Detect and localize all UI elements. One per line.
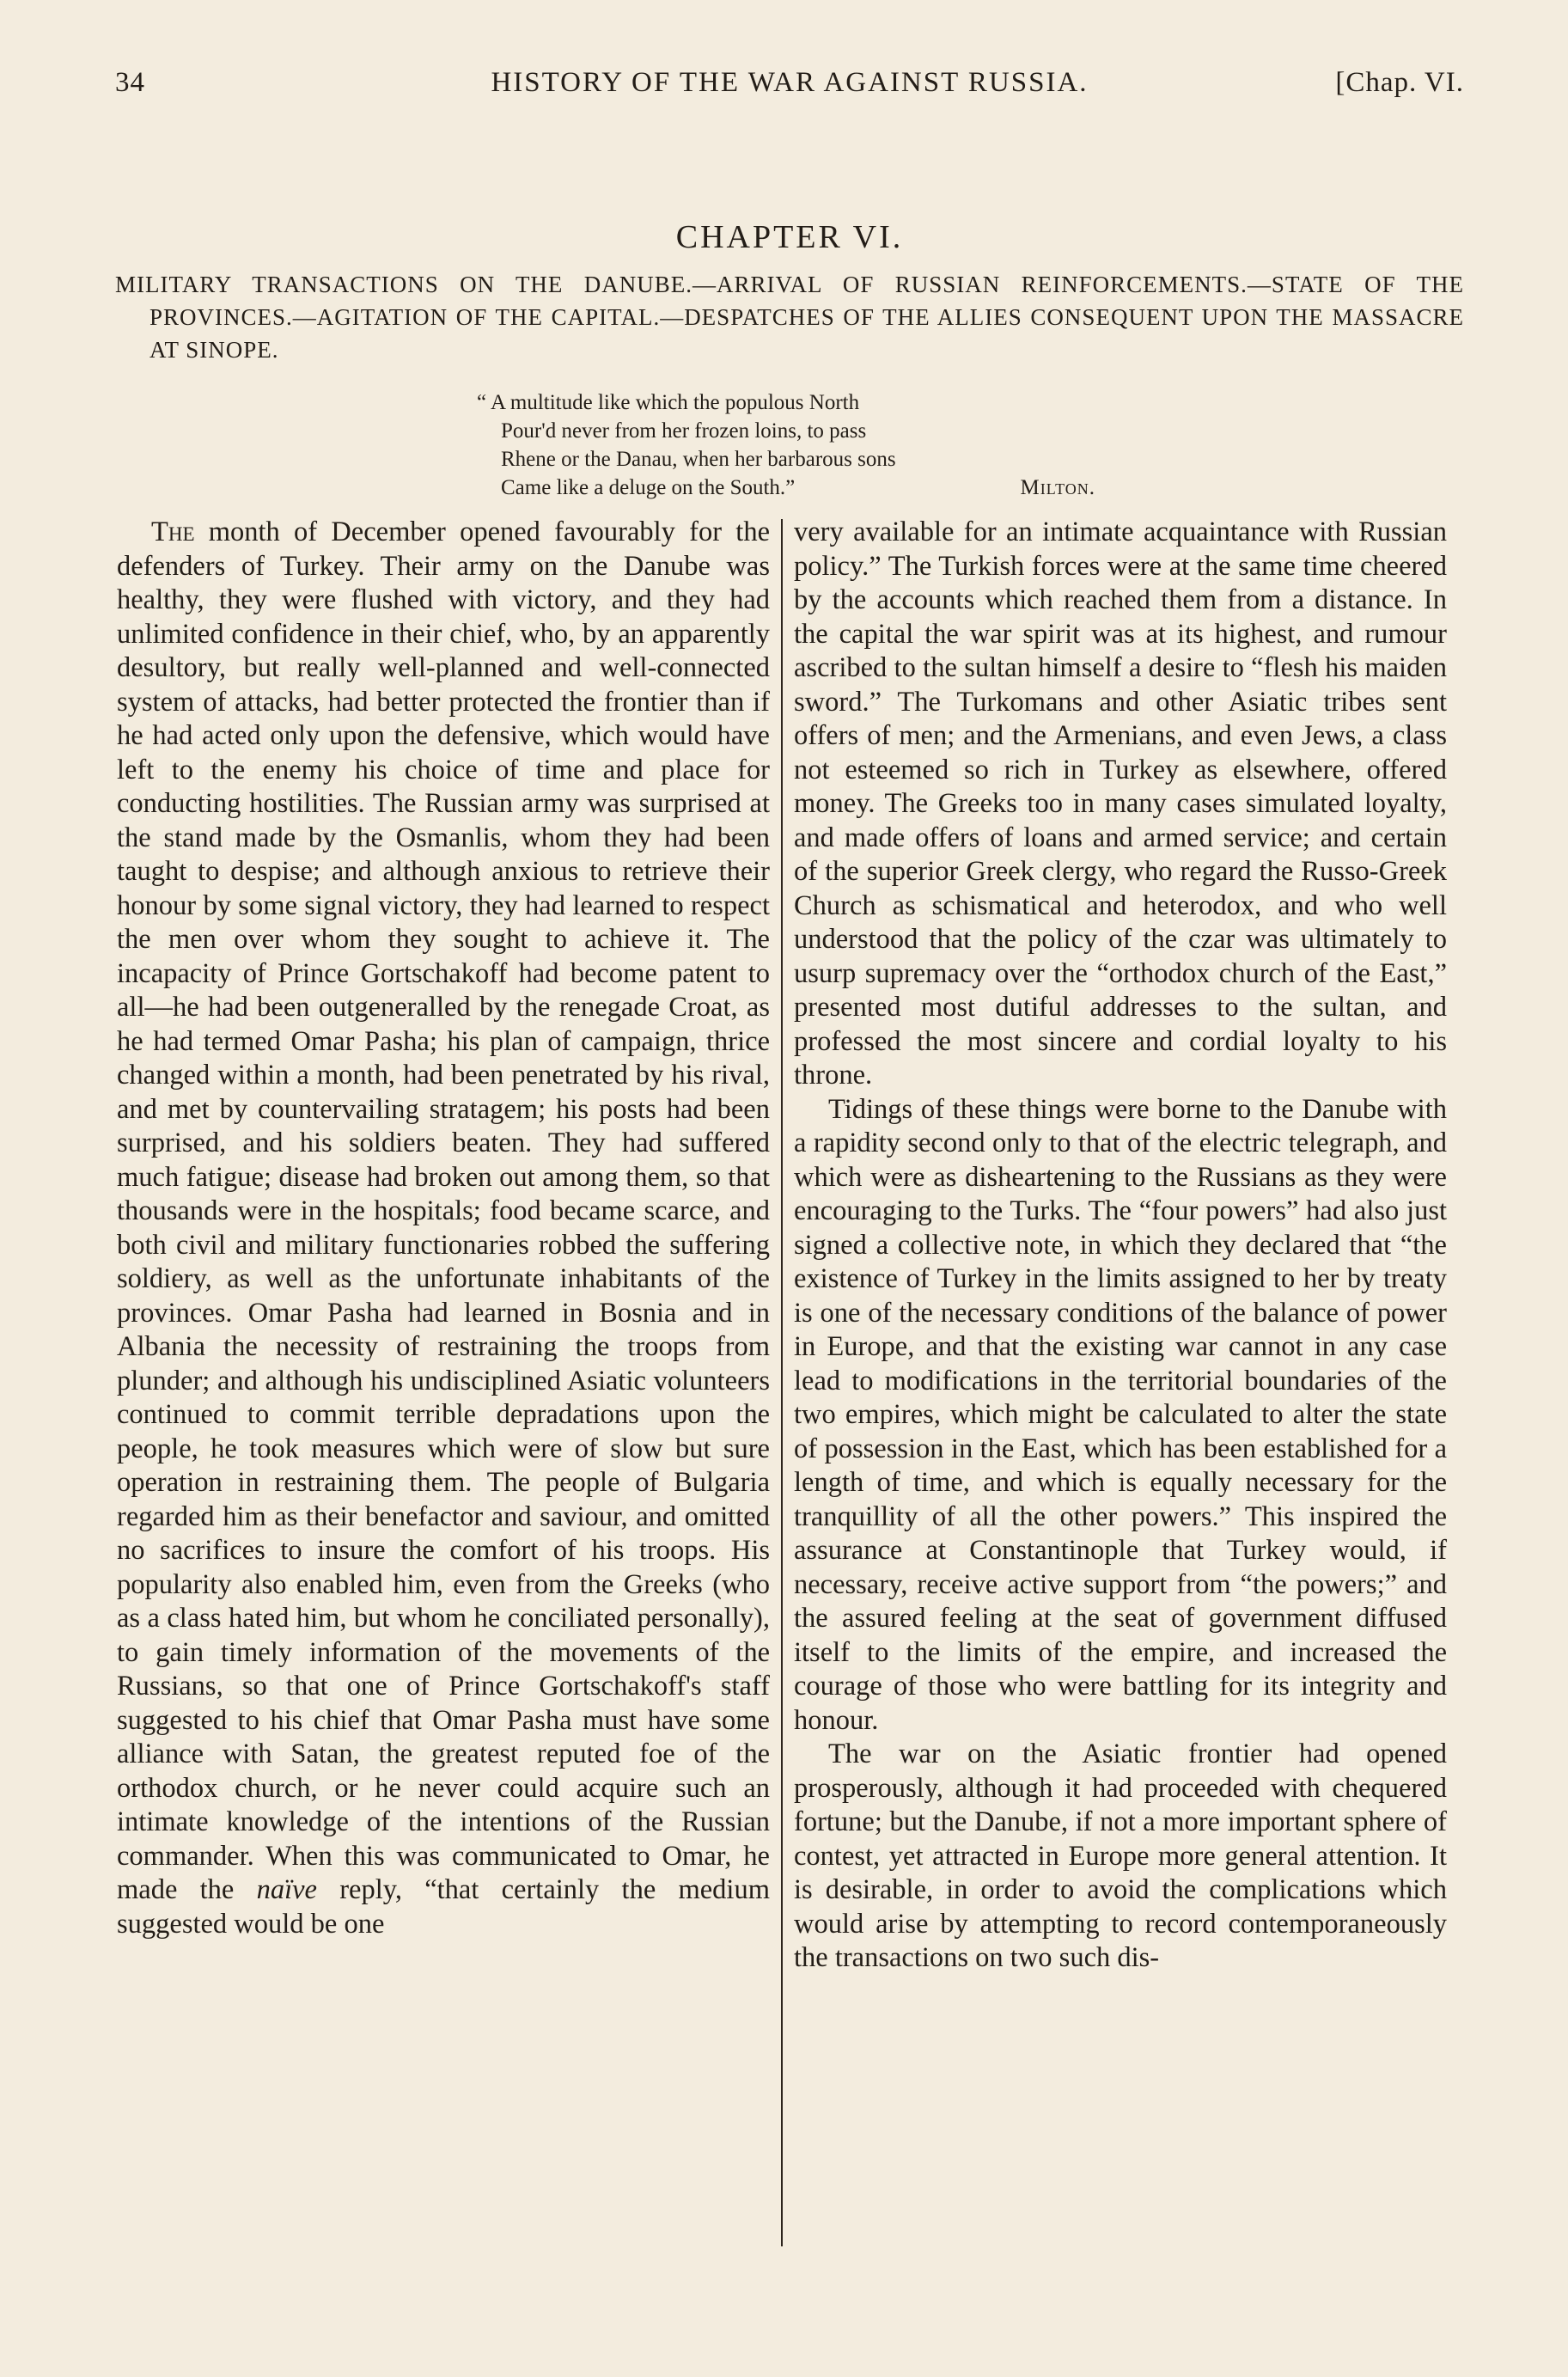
paragraph: The war on the Asiatic frontier had opened prosperously, although it had proceeded with chequered fortune; but the Danube, if not a more important sphere of contest, yet attracted in Europe more general attention. It is desirable, in order to avoid the complications which would arise by attempting to record contemporaneously the transactions on two such dis- [794, 1738, 1447, 1973]
left-column [117, 516, 770, 1941]
running-chapter: [Chap. VI. [1335, 67, 1464, 98]
epigraph-line: Rhene or the Danau, when her barbarous sons [501, 448, 896, 471]
opening-word: The [151, 516, 195, 547]
epigraph-line-text: Came like a deluge on the South.” [501, 476, 796, 499]
running-head [115, 67, 1464, 119]
page-number: 34 [115, 67, 145, 98]
column-divider [781, 519, 783, 2246]
epigraph-line [477, 474, 1095, 502]
right-column [794, 516, 1447, 1976]
running-title: HISTORY OF THE WAR AGAINST RUSSIA. [491, 67, 1089, 98]
paragraph: very available for an intimate acquaintance with Russian policy.” The Turkish forces were at the same time cheered by the accounts which reached them from a distance. In the capital the war spirit was at its highest, and rumour ascribed to the sultan himself a desire to “flesh his maiden sword.” The Turkomans and other Asiatic tribes sent offers of men; and the Armenians, and even Jews, a class not esteemed so rich in Turkey as elsewhere, offered money. The Greeks too in many cases simulated loyalty, and made offers of loans and armed service; and certain of the superior Greek clergy, who regard the Russo-Greek Church as schismatical and heterodox, and who well understood that the policy of the czar was ultimately to usurp supremacy over the “orthodox church of the East,” presented most dutiful addresses to the sultan, and professed the most sincere and cordial loyalty to his throne. [794, 516, 1447, 1091]
italic-word: naïve [256, 1874, 317, 1905]
paragraph-text: reply, “that certainly the medium suggested would be one [117, 1874, 770, 1940]
paragraph: Tidings of these things were borne to the Danube with a rapidity second only to that of the electric telegraph, and which were as disheartening to the Russians as they were encouraging to the Turks. The “four powers” had also just signed a collective note, in which they declared that “the existence of Turkey in the limits assigned to her by treaty is one of the necessary conditions of the balance of power in Europe, and that the existing war cannot in any case lead to modifications in the territorial boundaries of the two empires, which might be calculated to alter the state of possession in the East, which has been established for a length of time, and which is equally necessary for the tranquillity of all the other powers.” This inspired the assurance at Constantinople that Turkey would, if necessary, receive active support from “the powers;” and the assured feeling at the seat of government diffused itself to the limits of the empire, and increased the courage of those who were battling for its integrity and honour. [794, 1093, 1447, 1736]
chapter-heading: CHAPTER VI. [675, 219, 904, 255]
paragraph-text: month of December opened favourably for the defenders of Turkey. Their army on the Danube was healthy, they were flushed with victory, and they had unlimited confidence in their chief, who, by an apparently desultory, but really well-planned and well-connected system of attacks, had better protected the frontier than if he had acted only upon the defensive, which would have left to the enemy his choice of time and place for conducting hostilities. The Russian army was surprised at the stand made by the Osmanlis, whom they had been taught to despise; and although anxious to retrieve their honour by some signal victory, they had learned to respect the men over whom they sought to achieve it. The incapacity of Prince Gortschakoff had become patent to all—he had been outgeneralled by the renegade Croat, as he had termed Omar Pasha; his plan of campaign, thrice changed within a month, had been penetrated by his rival, and met by countervailing stratagem; his posts had been surprised, and his soldiers beaten. They had suffered much fatigue; disease had broken out among them, so that thousands were in the hospitals; food became scarce, and both civil and military functionaries robbed the suffering soldiery, as well as the unfortunate inhabitants of the provinces. Omar Pasha had learned in Bosnia and in Albania the necessity of restraining the troops from plunder; and although his undisciplined Asiatic volunteers continued to commit terrible depradations upon the people, he took measures which were of slow but sure operation in restraining them. The people of Bulgaria regarded him as their benefactor and saviour, and omitted no sacrifices to insure the comfort of his troops. His popularity also enabled him, even from the Greeks (who as a class hated him, but whom he conciliated personally), to gain timely information of the movements of the Russians, so that one of Prince Gortschakoff's staff suggested to his chief that Omar Pasha must have some alliance with Satan, the greatest reputed foe of the orthodox church, or he never could acquire such an intimate knowledge of the intentions of the Russian commander. When this was communicated to Omar, he made the [117, 516, 770, 1905]
chapter-summary: MILITARY TRANSACTIONS ON THE DANUBE.—ARRIVAL OF RUSSIAN REINFORCEMENTS.—STATE OF THE PROVINCES.—AGITATION OF THE CAPITAL.—DESPATCHES OF THE ALLIES CONSEQUENT UPON THE MASSACRE AT SINOPE. [115, 272, 1464, 363]
epigraph [477, 388, 1095, 502]
epigraph-attribution: Milton. [1020, 476, 1095, 499]
epigraph-line: “ A multitude like which the populous North [477, 391, 860, 414]
epigraph-line: Pour'd never from her frozen loins, to pass [501, 419, 867, 443]
paragraph [117, 516, 770, 1941]
